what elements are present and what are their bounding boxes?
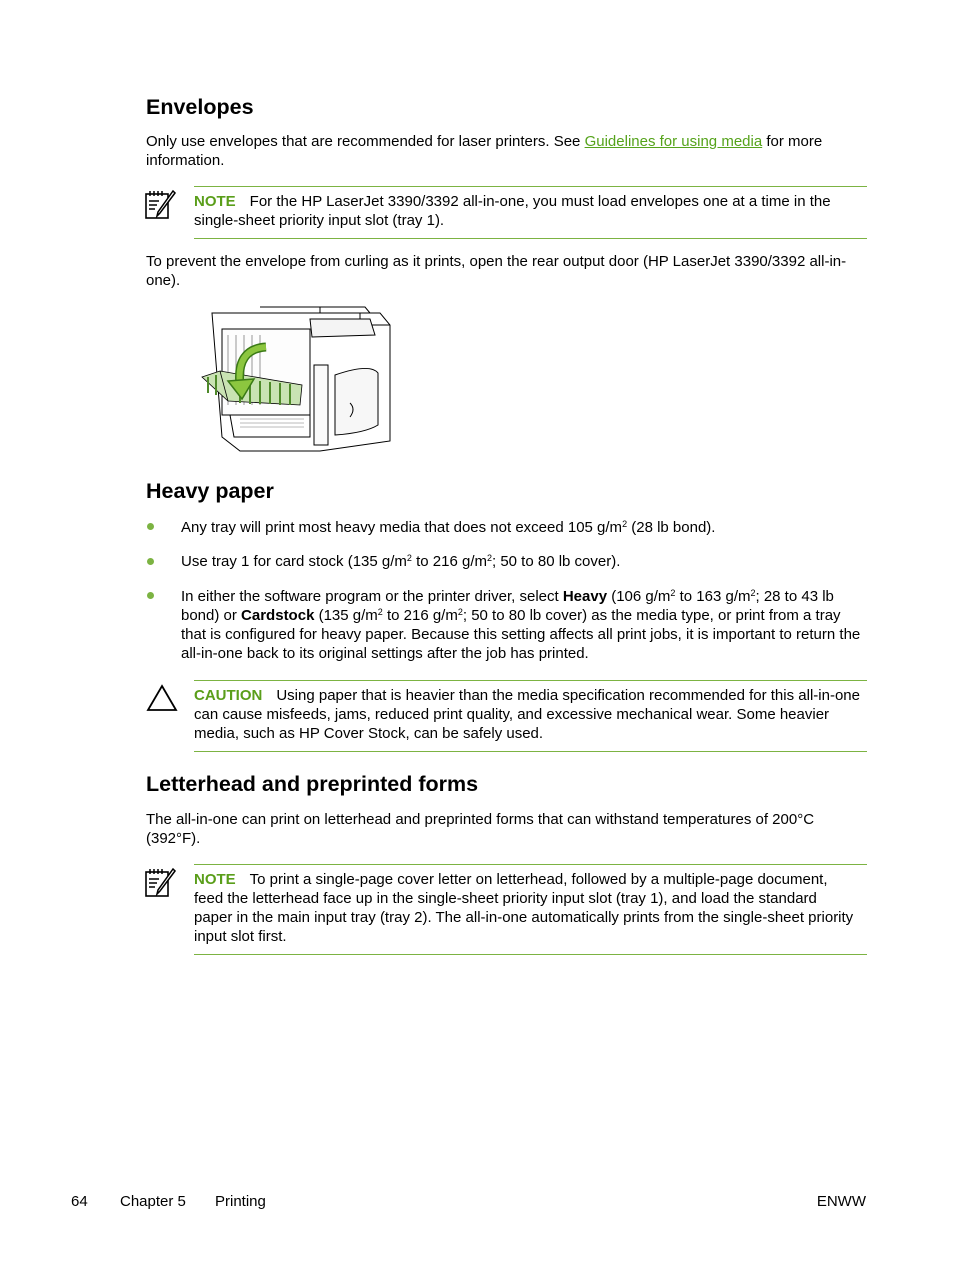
bullet-3-text: (106 g/m xyxy=(607,588,671,605)
bullet-dot xyxy=(147,558,154,565)
guidelines-link[interactable]: Guidelines for using media xyxy=(584,133,763,150)
page-number: 64 xyxy=(71,1193,88,1210)
bullet-2-text: to 216 g/m xyxy=(411,553,487,570)
superscript: 2 xyxy=(457,607,463,617)
letterhead-intro: The all-in-one can print on letterhead and preprinted forms that can withstand temperatures of 200°C (392°F). xyxy=(146,811,815,847)
superscript: 2 xyxy=(670,588,676,598)
superscript: 2 xyxy=(377,607,383,617)
bullet-dot xyxy=(147,523,154,530)
heading-letterhead: Letterhead and preprinted forms xyxy=(146,772,479,796)
caution-heavy-paper xyxy=(194,686,864,743)
note-rule-bottom xyxy=(194,954,867,955)
bullet-2-text: ; 50 to 80 lb cover). xyxy=(492,553,621,570)
bullet-3-text: ; 28 to 43 lb bond) or xyxy=(181,588,834,624)
superscript: 2 xyxy=(486,553,492,563)
note-text: To print a single-page cover letter on letterhead, followed by a multiple-page document, feed the letterhead face up in the single-sheet priority input slot (tray 1), and load the standard paper in the main input tray (tray 2). The all-in-one automatically prints from the single-sheet priority input slot first. xyxy=(194,871,854,945)
caution-label: CAUTION xyxy=(194,687,263,704)
heavy-option: Heavy xyxy=(562,588,608,605)
heading-heavy-paper: Heavy paper xyxy=(146,479,274,503)
note-icon xyxy=(144,189,178,221)
caution-text: Using paper that is heavier than the media specification recommended for this all-in-one can cause misfeeds, jams, reduced print quality, and excessive mechanical wear. Some heavier media, such as HP Cover Stock, can be safely used. xyxy=(194,687,860,742)
bullet-3-text: to 216 g/m xyxy=(382,607,458,624)
bullet-1-text-end: (28 lb bond). xyxy=(627,519,716,536)
caution-rule-top xyxy=(194,680,867,681)
note-rule-bottom xyxy=(194,238,867,239)
chapter-title: Printing xyxy=(215,1193,266,1210)
footer-right-label: ENWW xyxy=(816,1193,866,1210)
chapter-label: Chapter 5 xyxy=(120,1193,186,1210)
superscript: 2 xyxy=(406,553,412,563)
curl-paragraph: To prevent the envelope from curling as it prints, open the rear output door (HP LaserJet 3390/3392 all-in-one). xyxy=(146,253,847,289)
superscript: 2 xyxy=(622,519,628,529)
bullet-3-text: ; 50 to 80 lb cover) as the media type, or print from a tray that is configured for heavy paper. Because this setting affects all print jobs, it is important to return the all-in-one back to its original settings after the job has printed. xyxy=(181,607,861,662)
heavy-bullet-2 xyxy=(181,552,871,571)
bullet-3-text: (135 g/m xyxy=(314,607,378,624)
note-label: NOTE xyxy=(194,871,236,888)
printer-rear-door-illustration xyxy=(200,305,395,455)
superscript: 2 xyxy=(750,588,756,598)
bullet-3-text: to 163 g/m xyxy=(675,588,751,605)
bullet-2-text: Use tray 1 for card stock (135 g/m xyxy=(181,553,407,570)
heavy-bullet-3 xyxy=(181,587,861,663)
intro-text: Only use envelopes that are recommended for laser printers. See xyxy=(146,133,581,150)
bullet-3-text: In either the software program or the printer driver, select xyxy=(181,588,563,605)
note-rule-top xyxy=(194,186,867,187)
envelopes-intro xyxy=(146,132,861,170)
cardstock-option: Cardstock xyxy=(241,607,315,624)
heading-envelopes: Envelopes xyxy=(146,95,254,119)
note-letterhead xyxy=(194,870,858,946)
caution-rule-bottom xyxy=(194,751,867,752)
intro-text-end: for more information. xyxy=(146,133,823,169)
note-rule-top xyxy=(194,864,867,865)
note-icon xyxy=(144,867,178,899)
heavy-bullet-1 xyxy=(181,518,871,537)
bullet-dot xyxy=(147,592,154,599)
bullet-1-text: Any tray will print most heavy media that does not exceed 105 g/m xyxy=(181,519,623,536)
caution-icon xyxy=(146,684,178,712)
note-envelopes xyxy=(194,192,854,230)
note-label: NOTE xyxy=(194,193,236,210)
note-text: For the HP LaserJet 3390/3392 all-in-one, you must load envelopes one at a time in the single-sheet priority input slot (tray 1). xyxy=(194,193,831,229)
